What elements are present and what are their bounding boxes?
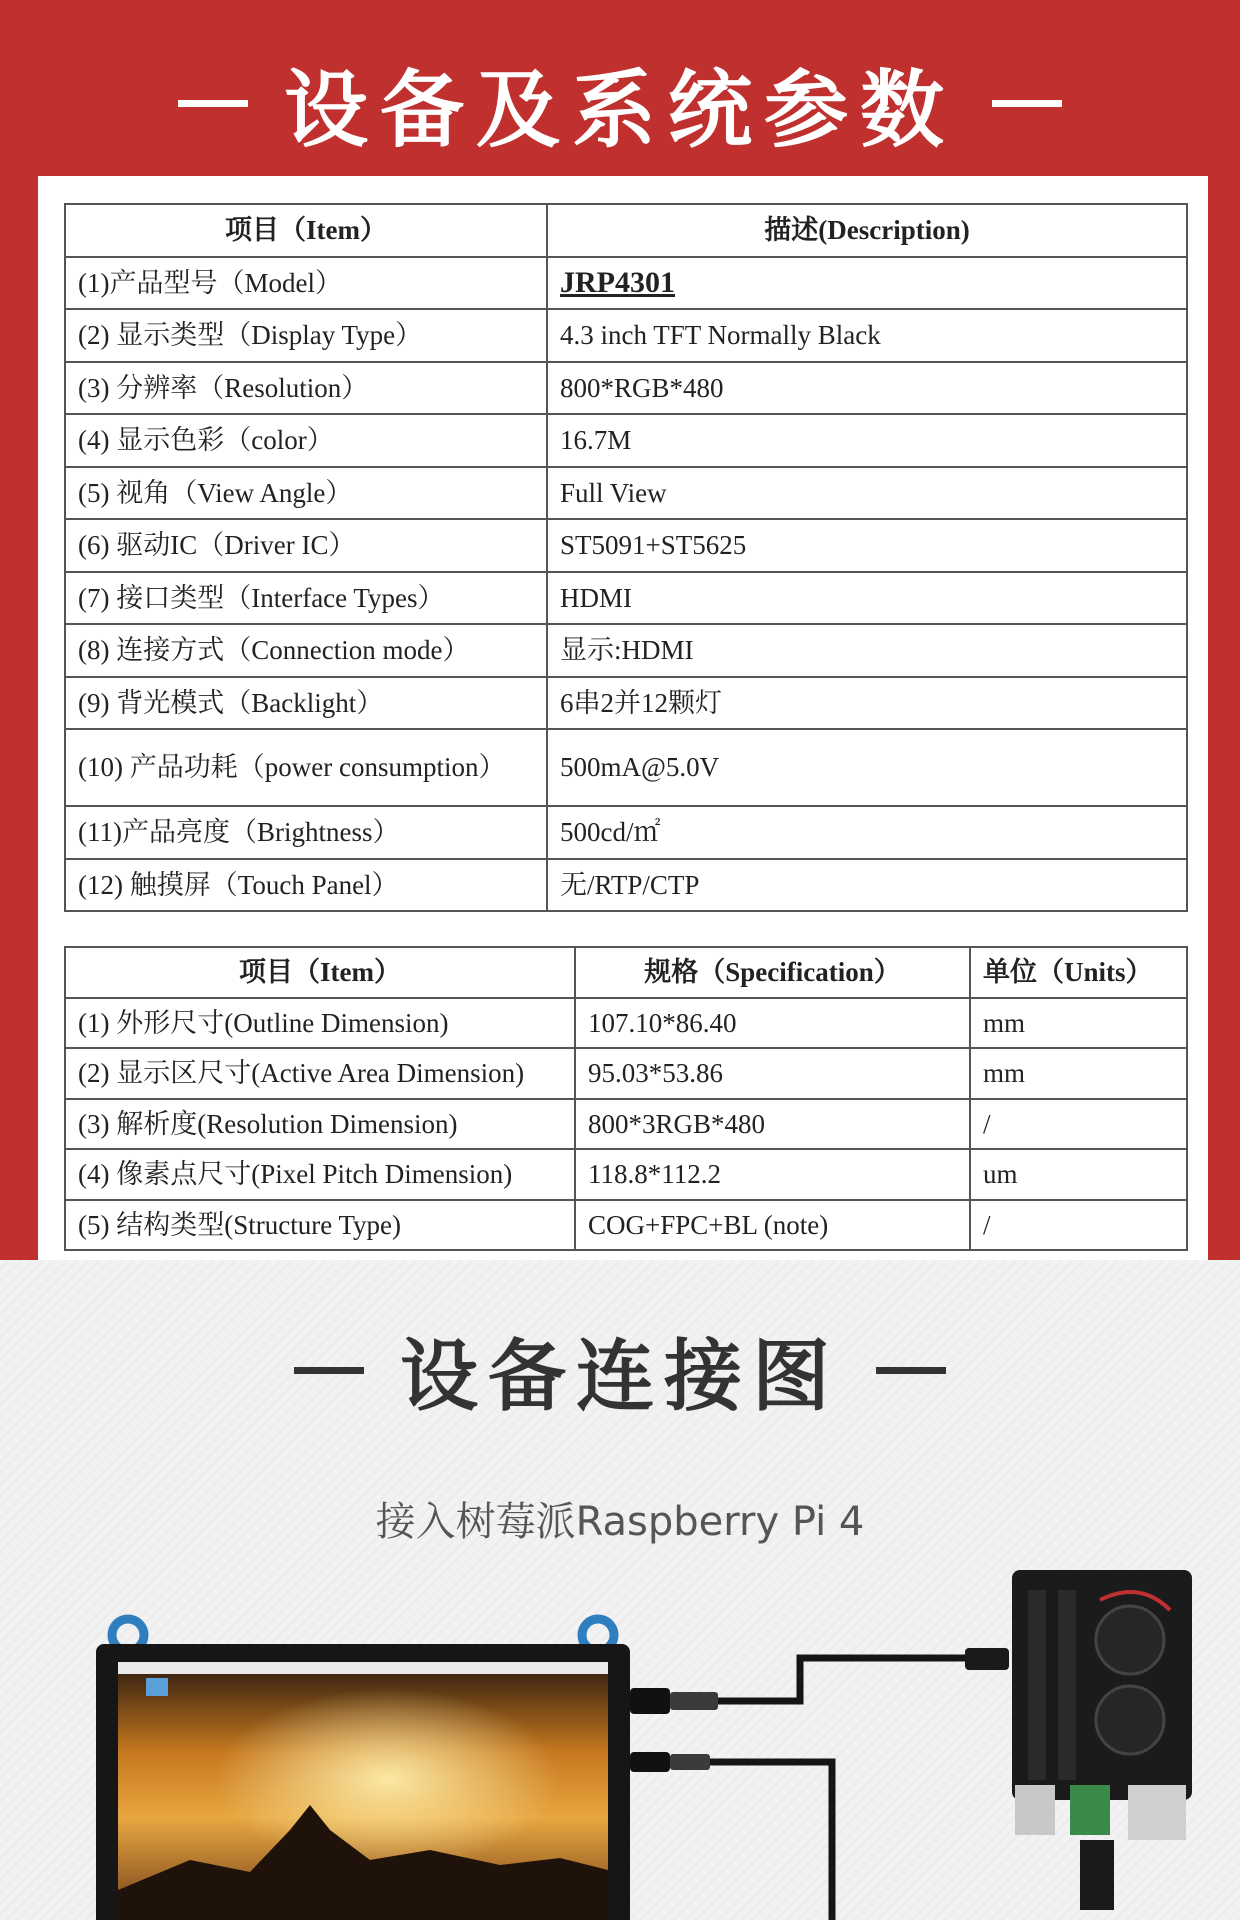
- header-units: 单位（Units）: [970, 947, 1187, 998]
- value-cell: ST5091+ST5625: [547, 519, 1187, 572]
- spec-cell: 95.03*53.86: [575, 1048, 970, 1099]
- item-cell: (5) 视角（View Angle）: [65, 467, 547, 520]
- description-table: [64, 203, 1188, 912]
- header-specification: 规格（Specification）: [575, 947, 970, 998]
- title-dash-left: [294, 1367, 364, 1374]
- item-cell: (3) 分辨率（Resolution）: [65, 362, 547, 415]
- table-header-row: [65, 947, 1187, 998]
- item-cell: (8) 连接方式（Connection mode）: [65, 624, 547, 677]
- spec-cell: COG+FPC+BL (note): [575, 1200, 970, 1251]
- connection-subtitle: 接入树莓派Raspberry Pi 4: [375, 1499, 865, 1545]
- unit-cell: um: [970, 1149, 1187, 1200]
- table-row: [65, 257, 1187, 310]
- table-row: [65, 859, 1187, 912]
- hdmi-connector-monitor: [630, 1688, 670, 1714]
- spec-cell: 800*3RGB*480: [575, 1099, 970, 1150]
- item-cell: (2) 显示类型（Display Type）: [65, 309, 547, 362]
- table-row: [65, 309, 1187, 362]
- usb-connector-monitor: [630, 1752, 670, 1772]
- display-monitor: [96, 1619, 630, 1920]
- table-row: [65, 1048, 1187, 1099]
- item-cell: (5) 结构类型(Structure Type): [65, 1200, 575, 1251]
- title-dash-left: [178, 100, 248, 107]
- header-item: 项目（Item）: [65, 947, 575, 998]
- unit-cell: mm: [970, 998, 1187, 1049]
- spec-section-title: [0, 48, 1240, 158]
- table-row: [65, 729, 1187, 806]
- unit-cell: /: [970, 1099, 1187, 1150]
- header-description: 描述(Description): [547, 204, 1187, 257]
- value-cell: 显示:HDMI: [547, 624, 1187, 677]
- specification-table: [64, 946, 1188, 1251]
- table-row: [65, 677, 1187, 730]
- item-cell: (6) 驱动IC（Driver IC）: [65, 519, 547, 572]
- value-cell: [547, 257, 1187, 310]
- item-cell: (3) 解析度(Resolution Dimension): [65, 1099, 575, 1150]
- value-cell: 6串2并12颗灯: [547, 677, 1187, 730]
- fan-icon: [1096, 1606, 1164, 1674]
- header-item: 项目（Item）: [65, 204, 547, 257]
- table-row: [65, 806, 1187, 859]
- item-cell: (9) 背光模式（Backlight）: [65, 677, 547, 730]
- item-cell: (7) 接口类型（Interface Types）: [65, 572, 547, 625]
- value-cell: 无/RTP/CTP: [547, 859, 1187, 912]
- value-cell: 16.7M: [547, 414, 1187, 467]
- usb-plug: [1080, 1840, 1114, 1910]
- table-row: [65, 1149, 1187, 1200]
- item-cell: (1)产品型号（Model）: [65, 257, 547, 310]
- value-cell: HDMI: [547, 572, 1187, 625]
- table-row: [65, 362, 1187, 415]
- connection-section-title: [0, 1320, 1240, 1420]
- spec-cell: 118.8*112.2: [575, 1149, 970, 1200]
- table-row: [65, 1099, 1187, 1150]
- usb-port-icon: [1015, 1785, 1055, 1835]
- value-cell: 500mA@5.0V: [547, 729, 1187, 806]
- table-row: [65, 624, 1187, 677]
- ethernet-port-icon: [1128, 1785, 1186, 1840]
- table-row: [65, 1200, 1187, 1251]
- spec-panel: [38, 176, 1208, 1260]
- micro-hdmi-plug: [965, 1648, 1009, 1670]
- item-cell: (1) 外形尺寸(Outline Dimension): [65, 998, 575, 1049]
- item-cell: (10) 产品功耗（power consumption）: [65, 729, 547, 806]
- value-cell: 4.3 inch TFT Normally Black: [547, 309, 1187, 362]
- table-row: [65, 467, 1187, 520]
- item-cell: (12) 触摸屏（Touch Panel）: [65, 859, 547, 912]
- value-cell: 500cd/㎡: [547, 806, 1187, 859]
- unit-cell: /: [970, 1200, 1187, 1251]
- item-cell: (2) 显示区尺寸(Active Area Dimension): [65, 1048, 575, 1099]
- title-dash-right: [876, 1367, 946, 1374]
- table-row: [65, 519, 1187, 572]
- spec-title-text: 设备及系统参数: [283, 60, 956, 159]
- hdmi-cable: [718, 1658, 965, 1701]
- table-row: [65, 414, 1187, 467]
- raspberry-pi-board: [1012, 1570, 1192, 1910]
- desktop-icon: [146, 1678, 168, 1696]
- item-cell: (4) 显示色彩（color）: [65, 414, 547, 467]
- desktop-taskbar: [118, 1662, 608, 1674]
- usb-cable: [710, 1762, 832, 1920]
- value-cell: Full View: [547, 467, 1187, 520]
- connection-title-text: 设备连接图: [399, 1332, 840, 1422]
- usb-port-icon: [1070, 1785, 1110, 1835]
- unit-cell: mm: [970, 1048, 1187, 1099]
- title-dash-right: [992, 100, 1062, 107]
- table-row: [65, 998, 1187, 1049]
- model-number: JRP4301: [560, 265, 675, 299]
- spec-cell: 107.10*86.40: [575, 998, 970, 1049]
- item-cell: (11)产品亮度（Brightness）: [65, 806, 547, 859]
- table-row: [65, 572, 1187, 625]
- connection-diagram: [0, 1560, 1240, 1920]
- table-header-row: [65, 204, 1187, 257]
- connection-section: [0, 1260, 1240, 1920]
- item-cell: (4) 像素点尺寸(Pixel Pitch Dimension): [65, 1149, 575, 1200]
- value-cell: 800*RGB*480: [547, 362, 1187, 415]
- fan-icon: [1096, 1686, 1164, 1754]
